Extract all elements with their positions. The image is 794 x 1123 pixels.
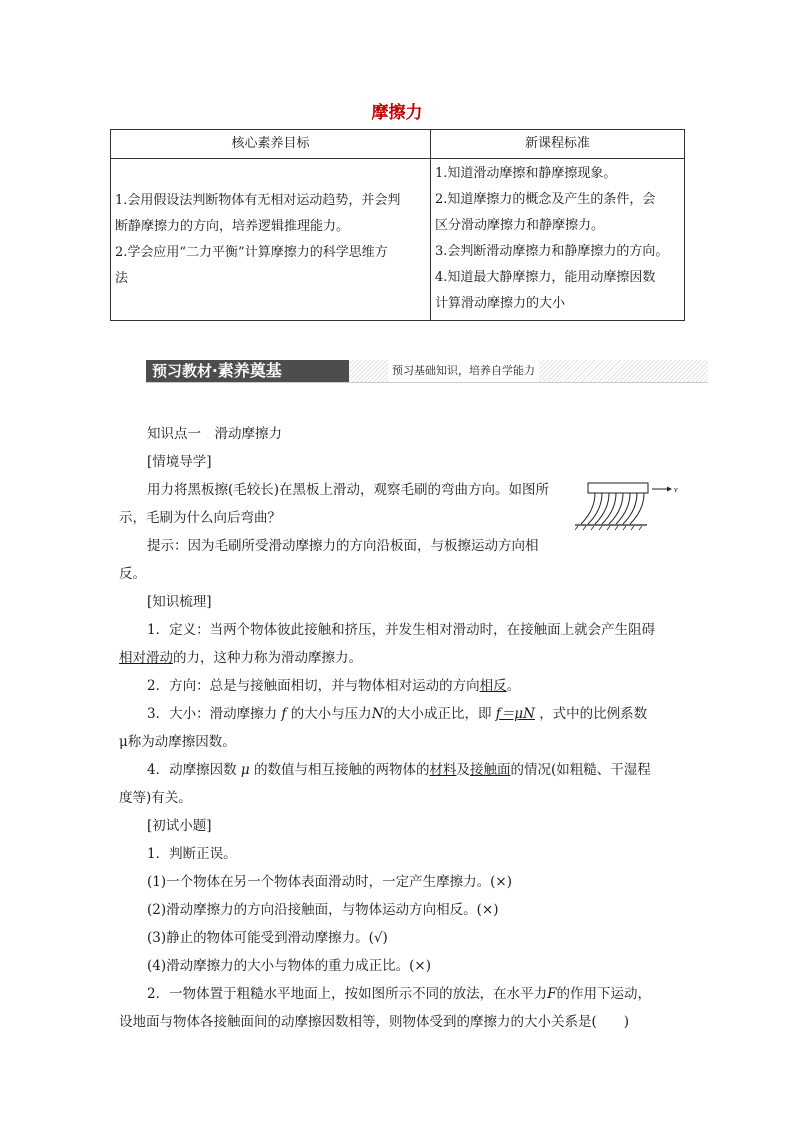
direction-text: 2．方向：总是与接触面相切，并与物体相对运动的方向	[147, 678, 480, 694]
core-goal-line: 法	[115, 270, 129, 286]
magnitude-text: 3．大小：滑动摩擦力	[147, 706, 278, 722]
friction-symbol: f	[281, 706, 287, 722]
section-heading: 知识点一 滑动摩擦力	[147, 426, 282, 442]
coefficient-line: 度等)有关。	[119, 790, 192, 806]
goals-core-cell	[111, 159, 431, 321]
standard-line: 4.知道最大静摩擦力，能用动摩擦因数	[435, 270, 656, 285]
banner-title-a: 预习教材·	[152, 362, 218, 380]
direction-answer: 相反	[479, 678, 507, 694]
goals-header-right: 新课程标准	[431, 130, 685, 159]
quiz-text: 2．一物体置于粗糙水平地面上，按如图所示不同的放法，在水平力	[147, 986, 548, 1002]
core-goal-line: 1.会用假设法判断物体有无相对运动趋势，并会判	[115, 192, 401, 208]
hint-line: 提示：因为毛刷所受滑动摩擦力的方向沿板面，与板擦运动方向相	[147, 538, 539, 554]
magnitude-line	[119, 700, 679, 728]
quiz-item: (1)一个物体在另一个物体表面滑动时，一定产生摩擦力。(×)	[147, 874, 512, 890]
banner-title-b: 素养奠基	[217, 361, 282, 380]
goals-table	[110, 129, 685, 321]
section-body	[119, 420, 679, 1036]
standard-line: 1.知道滑动摩擦和静摩擦现象。	[435, 166, 617, 181]
goals-standard-cell	[431, 159, 685, 321]
quiz-question	[119, 980, 679, 1008]
direction-line	[119, 672, 679, 700]
banner-subtitle: 预习基础知识，培养自学能力	[388, 360, 539, 382]
standard-line: 3.会判断滑动摩擦力和静摩擦力的方向。	[435, 244, 669, 259]
normal-force-symbol: N	[371, 706, 384, 722]
section-banner	[146, 360, 708, 383]
magnitude-text: ，式中的比例系数	[539, 706, 648, 722]
situation-line: 示，毛刷为什么向后弯曲？	[119, 510, 281, 526]
magnitude-line: μ称为动摩擦因数。	[119, 734, 236, 750]
coefficient-text: 的情况(如粗糙、干湿程	[510, 762, 651, 778]
core-goal-line: 2.学会应用“二力平衡”计算摩擦力的科学思维方	[115, 244, 388, 260]
velocity-label: v	[674, 485, 678, 494]
coefficient-text: 的数值与相互接触的两物体的	[253, 762, 430, 778]
banner-title	[146, 360, 349, 382]
definition-line	[119, 616, 679, 644]
coefficient-answer: 接触面	[469, 762, 511, 778]
definition-text: 的力，这种力称为滑动摩擦力。	[173, 650, 362, 666]
coefficient-line	[119, 756, 679, 784]
definition-answer: 相对滑动	[119, 650, 173, 666]
goals-header-left: 核心素养目标	[111, 130, 431, 159]
quiz-item: (3)静止的物体可能受到滑动摩擦力。(√)	[147, 930, 388, 946]
direction-text: 。	[506, 678, 521, 694]
quiz-label: [初试小题]	[147, 818, 212, 834]
situation-label: [情境导学]	[147, 454, 212, 470]
coefficient-text: 及	[456, 762, 470, 778]
friction-formula: f＝μN	[495, 706, 535, 722]
quiz-item: (4)滑动摩擦力的大小与物体的重力成正比。(×)	[147, 958, 431, 974]
knowledge-label: [知识梳理]	[147, 594, 212, 610]
magnitude-text: 的大小成正比，即	[383, 706, 492, 722]
coefficient-answer: 材料	[429, 762, 457, 778]
page-title: 摩擦力	[371, 103, 423, 123]
quiz-question: 1．判断正误。	[147, 846, 237, 862]
standard-line: 2.知道摩擦力的概念及产生的条件，会	[435, 192, 656, 207]
definition-text: 1．定义：当两个物体彼此接触和挤压，并发生相对滑动时，在接触面上就会产生阻碍	[147, 622, 656, 638]
hint-line: 反。	[119, 566, 146, 582]
core-goal-line: 断静摩擦力的方向，培养逻辑推理能力。	[115, 218, 350, 234]
magnitude-text: 的大小与压力	[290, 706, 372, 722]
quiz-item: (2)滑动摩擦力的方向沿接触面，与物体运动方向相反。(×)	[147, 902, 499, 918]
coefficient-text: 4．动摩擦因数	[147, 762, 237, 778]
definition-line	[119, 644, 679, 672]
quiz-text: 的作用下运动，	[556, 986, 651, 1002]
situation-line: 用力将黑板擦(毛较长)在黑板上滑动，观察毛刷的弯曲方向。如图所	[147, 482, 550, 498]
mu-symbol: μ	[240, 762, 250, 778]
standard-line: 区分滑动摩擦力和静摩擦力。	[435, 218, 605, 233]
standard-line: 计算滑动摩擦力的大小	[435, 296, 566, 311]
quiz-question-line: 设地面与物体各接触面间的动摩擦因数相等，则物体受到的摩擦力的大小关系是( )	[119, 1014, 630, 1030]
force-symbol: F	[547, 986, 557, 1002]
